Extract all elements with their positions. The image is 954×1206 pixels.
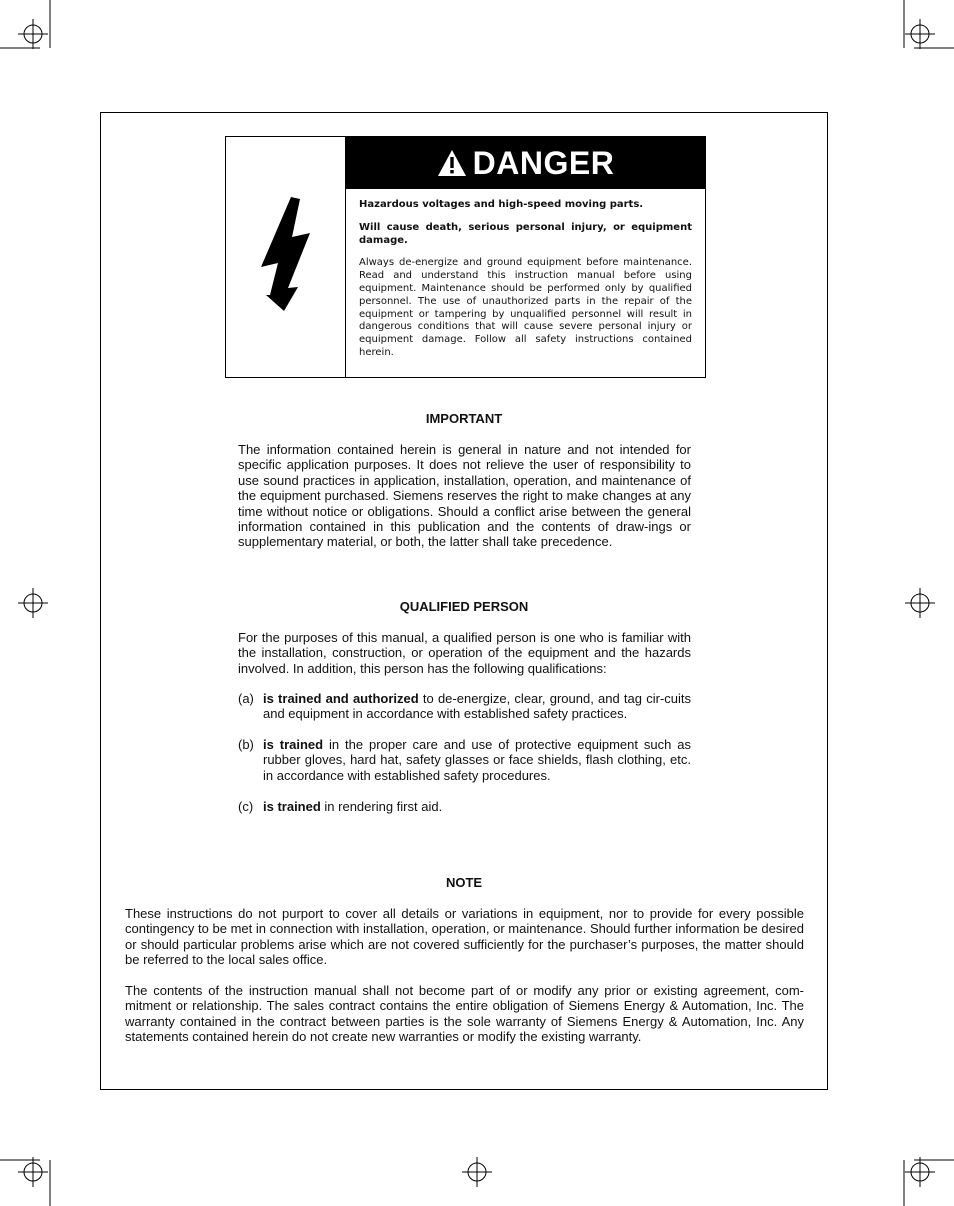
item-marker: (c): [238, 799, 254, 814]
item-text: in the proper care and use of protective equipment such as rubber gloves, hard hat, safety glasses or face shields, flash clothing, etc. in accordance with established safety procedures.: [263, 737, 691, 783]
high-voltage-icon: [226, 137, 346, 377]
item-marker: (b): [238, 737, 254, 752]
important-text: The information contained herein is general in nature and not intended for specific application purposes. It does not relieve the user of responsibility to use sound practices in application, installation, operation, and maintenance of the equipment purchased. Siemens reserves the right to make changes at any time without notice or obligations. Should a conflict arise between the general information contained in this publication and the contents of draw-ings or supplementary material, or both, the latter shall take precedence.: [238, 442, 691, 550]
item-bold: is trained: [263, 737, 324, 752]
note-paragraph-1: These instructions do not purport to cover all details or variations in equipment, nor to provide for every possible contingency to be met in connection with installation, operation, or maintenance. Should further information be desired or should particular problems arise which are not covered sufficiently for the purchaser’s purposes, the matter should be referred to the local sales office.: [125, 906, 804, 968]
qualification-item-a: [238, 691, 691, 722]
qualification-item-c: [238, 799, 691, 814]
qualified-heading: QUALIFIED PERSON: [399, 599, 529, 614]
note-paragraph-2: The contents of the instruction manual shall not become part of or modify any prior or existing agreement, com-mitment or relationship. The sales contract contains the entire obligation of Siemens Energy & Automation, Inc. The warranty contained in the contract between parties is the sole warranty of Siemens Energy & Automation, Inc. Any statements contained herein do not create new warranties or modify the existing warranty.: [125, 983, 804, 1045]
item-bold: is trained and authorized: [263, 691, 419, 706]
danger-text: [359, 199, 692, 370]
item-text: in rendering first aid.: [320, 799, 443, 814]
danger-hazard-line: Hazardous voltages and high-speed moving parts.: [359, 199, 644, 210]
danger-label: [225, 136, 706, 378]
note-heading: NOTE: [445, 875, 483, 890]
qualification-item-b: [238, 737, 691, 783]
danger-instructions: Always de-energize and ground equipment before maintenance. Read and understand this instruction manual before using equipment. Maintenance should be performed only by qualified personnel. The use of unauthorized parts in the repair of the equipment or tampering by unqualified personnel will result in dangerous conditions that will cause severe personal injury or equipment damage. Follow all safety instructions contained herein.: [359, 257, 692, 358]
item-marker: (a): [238, 691, 254, 706]
warning-triangle-icon: [437, 149, 467, 177]
danger-title: DANGER: [472, 144, 615, 181]
important-heading: IMPORTANT: [425, 411, 503, 426]
item-bold: is trained: [263, 799, 321, 814]
danger-header: [346, 137, 705, 189]
qualified-intro: For the purposes of this manual, a qualified person is one who is familiar with the installation, construction, or operation of the equipment and the hazards involved. In addition, this person has the following qualifications:: [238, 630, 691, 676]
danger-symbol-panel: [226, 137, 346, 377]
danger-consequence-line: Will cause death, serious personal injury, or equipment damage.: [359, 221, 692, 246]
item-text: to de-energize, clear, ground, and tag cir-cuits and equipment in accordance with established safety practices.: [263, 691, 691, 722]
